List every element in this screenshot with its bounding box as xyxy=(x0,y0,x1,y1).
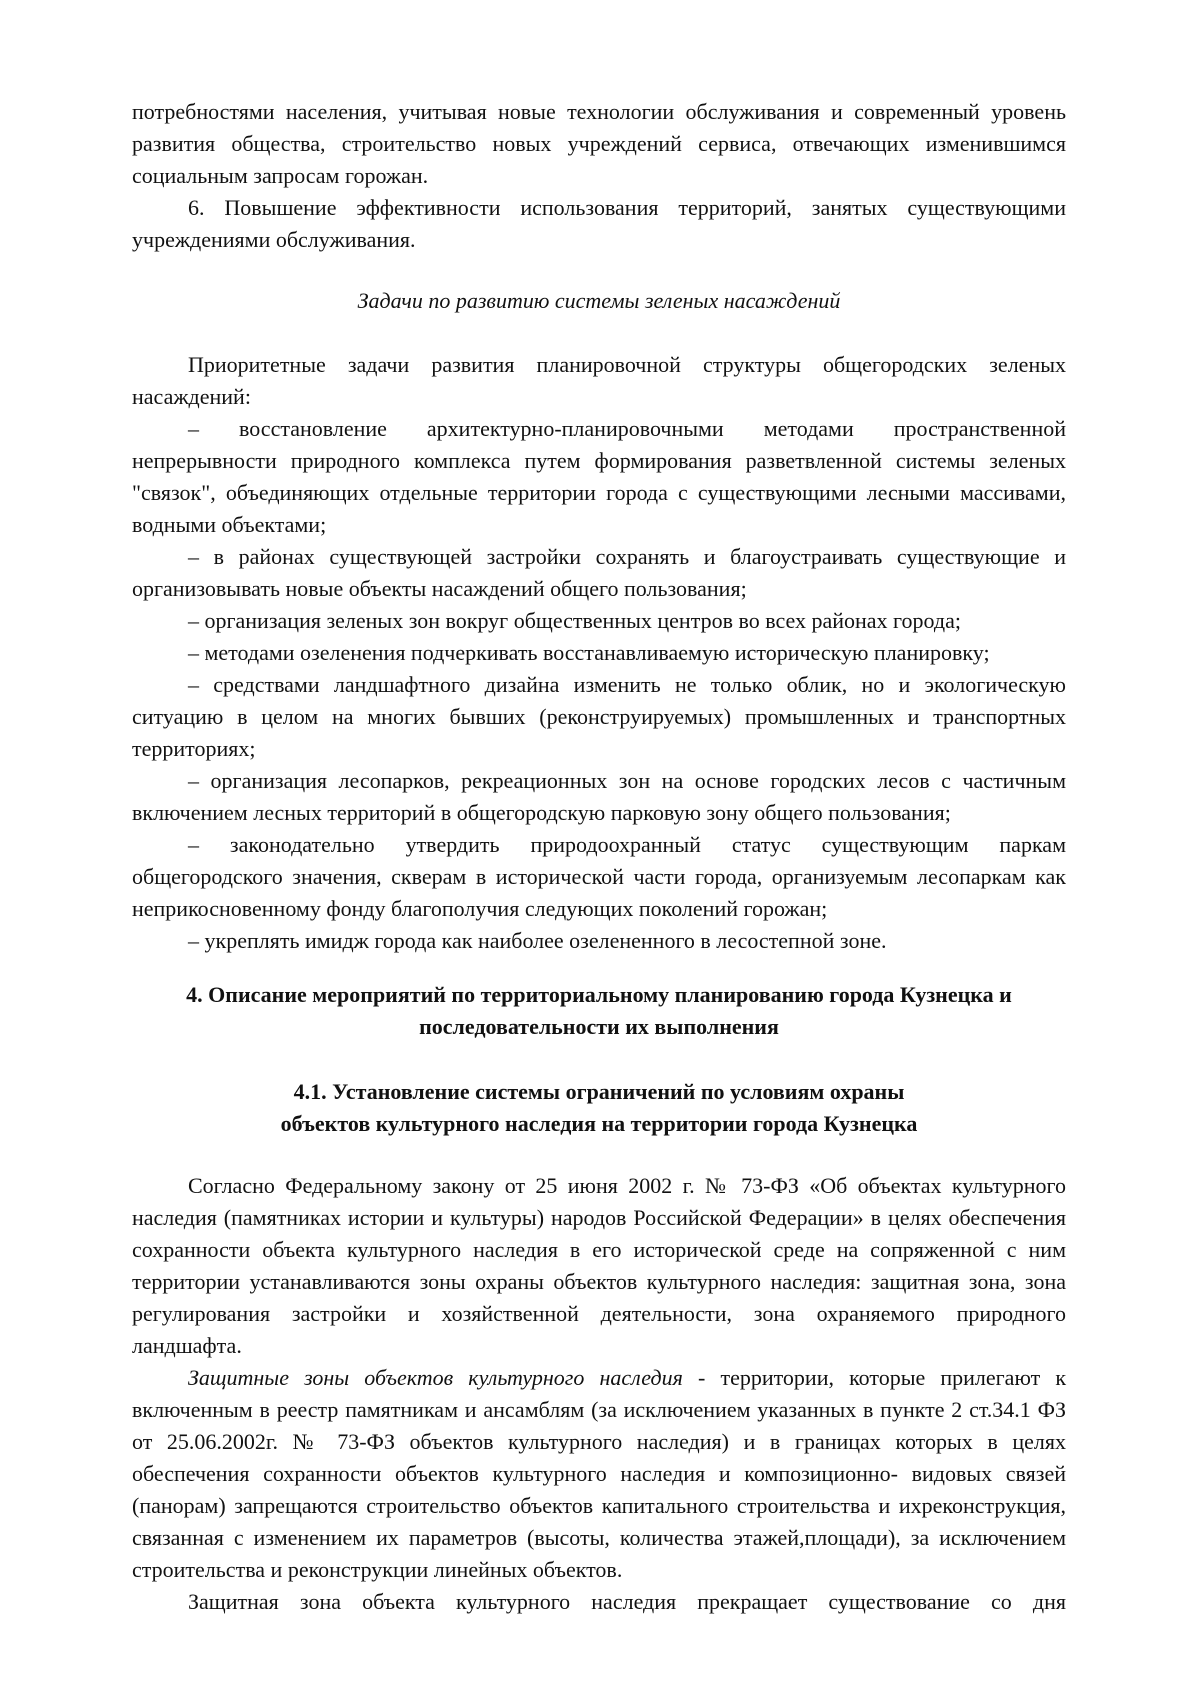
bullet-item: – восстановление архитектурно-планировочными методами пространственной непрерывности природного комплекса путем формирования разветвленной системы зеленых "связок", объединяющих отдельные территории города с существующими лесными массивами, водными объектами; xyxy=(132,416,1066,537)
section-heading-4-line1: 4. Описание мероприятий по территориальному планированию города Кузнецка и xyxy=(186,982,1012,1007)
paragraph-priority: Приоритетные задачи развития планировочной структуры общегородских зеленых насаждений: xyxy=(132,352,1066,409)
bullet-item: – средствами ландшафтного дизайна изменить не только облик, но и экологическую ситуацию в целом на многих бывших (реконструируемых) промышленных и транспортных территориях; xyxy=(132,672,1066,761)
section-heading-4-line2: последовательности их выполнения xyxy=(419,1014,779,1039)
section-heading-4 xyxy=(132,979,1066,1043)
subtitle-green-spaces: Задачи по развитию системы зеленых насаждений xyxy=(357,288,841,313)
section-heading-4-1 xyxy=(132,1076,1066,1140)
bullet-item: – укреплять имидж города как наиболее озелененного в лесостепной зоне. xyxy=(188,928,887,953)
protective-zones-definition: - территории, которые прилегают к включенным в реестр памятникам и ансамблям (за исключением указанных в пункте 2 ст.34.1 ФЗ от 25.06.2002г. № 73-ФЗ объектов культурного наследия) и в границах которых в целях обеспечения сохранности объектов культурного наследия и композиционно- видовых связей (панорам) запрещаются строительство объектов капитального строительства и ихреконструкция, связанная с изменением их параметров (высоты, количества этажей,площади), за исключением строительства и реконструкции линейных объектов. xyxy=(132,1365,1067,1582)
paragraph-intro: потребностями населения, учитывая новые технологии обслуживания и современный уровень развития общества, строительство новых учреждений сервиса, отвечающих изменившимся социальным запросам горожан. xyxy=(132,99,1066,188)
bullet-item: – организация зеленых зон вокруг общественных центров во всех районах города; xyxy=(188,608,961,633)
bullet-item: – организация лесопарков, рекреационных зон на основе городских лесов с частичным включением лесных территорий в общегородскую парковую зону общего пользования; xyxy=(132,768,1066,825)
bullet-item: – в районах существующей застройки сохранять и благоустраивать существующие и организовывать новые объекты насаждений общего пользования; xyxy=(132,544,1066,601)
protective-zones-term: Защитные зоны объектов культурного наследия xyxy=(188,1365,683,1390)
paragraph-last: Защитная зона объекта культурного наследия прекращает существование со дня xyxy=(188,1589,1066,1614)
paragraph-item-6: 6. Повышение эффективности использования территорий, занятых существующими учреждениями обслуживания. xyxy=(132,195,1066,252)
bullet-item: – методами озеленения подчеркивать восстанавливаемую историческую планировку; xyxy=(188,640,990,665)
section-heading-4-1-line2: объектов культурного наследия на территории города Кузнецка xyxy=(280,1111,918,1136)
section-heading-4-1-line1: 4.1. Установление системы ограничений по условиям охраны xyxy=(293,1079,905,1104)
paragraph-protective-zones xyxy=(132,1362,1066,1586)
paragraph-federal-law: Согласно Федеральному закону от 25 июня 2002 г. № 73-ФЗ «Об объектах культурного наследия (памятниках истории и культуры) народов Российской Федерации» в целях обеспечения сохранности объекта культурного наследия в его исторической среде на сопряженной с ним территории устанавливаются зоны охраны объектов культурного наследия: защитная зона, зона регулирования застройки и хозяйственной деятельности, зона охраняемого природного ландшафта. xyxy=(132,1173,1066,1358)
document-body xyxy=(132,96,1066,1618)
bullet-item: – законодательно утвердить природоохранный статус существующим паркам общегородского значения, скверам в исторической части города, организуемым лесопаркам как неприкосновенному фонду благополучия следующих поколений горожан; xyxy=(132,832,1066,921)
